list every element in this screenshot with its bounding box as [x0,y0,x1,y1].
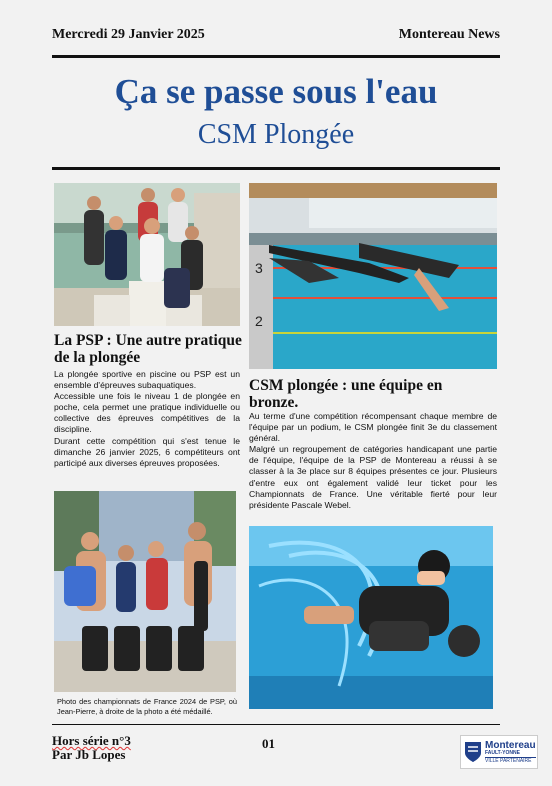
article2-heading: CSM plongée : une équipe en bronze. [249,377,443,411]
city-logo [460,735,538,769]
series-label: Hors série n°3 [52,733,131,748]
svg-text:3: 3 [255,260,263,276]
title-rule [52,167,500,170]
footer-rule [52,724,500,725]
header-rule [52,55,500,58]
article1-body [54,369,240,469]
pool-competition-photo [249,183,497,369]
article1-paragraph: La plongée sportive en piscine ou PSP est un ensemble d'épreuves subaquatiques. [54,369,240,391]
svg-text:2: 2 [255,313,263,329]
article1-heading: La PSP : Une autre pratique de la plongée [54,332,242,366]
article2-body [249,411,497,511]
footer-series-block [52,734,131,762]
page-subtitle: CSM Plongée [197,119,355,150]
city-shield-icon [464,741,482,763]
logo-name: Montereau [485,739,536,751]
issue-date: Mercredi 29 Janvier 2025 [52,27,205,42]
podium-photo [54,183,240,326]
team-fins-photo [54,491,236,692]
underwater-diver-photo [249,526,493,709]
article2-paragraph: Au terme d'une compétition récompensant chaque membre de l'équipe par un podium, le CSM plongée finit 3e du classement général. [249,411,497,444]
article2-paragraph: Malgré un regroupement de catégories handicapant une partie de l'équipe, l'équipe de la PSP de Montereau a réussi à se classer à la 3e place sur 8 équipes présentes ce jour. Plusieurs d'entre eux ont également validé leur ticket pour les Championnats de France. Une véritable fierté pour leur présidente Pascale Webel. [249,444,497,510]
logo-subname: FAULT-YONNE [485,749,520,756]
page-number: 01 [262,736,275,751]
masthead [52,27,500,43]
publication-name: Montereau News [398,27,500,42]
article1-paragraph: Durant cette compétition qui s'est tenue le dimanche 26 janvier 2025, 6 compétiteurs ont participé aux diverses épreuves proposées. [54,435,240,468]
article1-paragraph: Accessible une fois le niveau 1 de plongée en poche, cela permet une pratique individuelle ou collective des épreuves compétitives de la discipline. [54,391,240,435]
logo-tagline: VILLE PARTENAIRE [485,757,536,764]
page-title: Ça se passe sous l'eau [114,72,438,111]
photo-caption: Photo des championnats de France 2024 de PSP, où Jean-Pierre, à droite de la photo a été médaillé. [57,697,237,716]
author-label: Par Jb Lopes [52,747,126,762]
